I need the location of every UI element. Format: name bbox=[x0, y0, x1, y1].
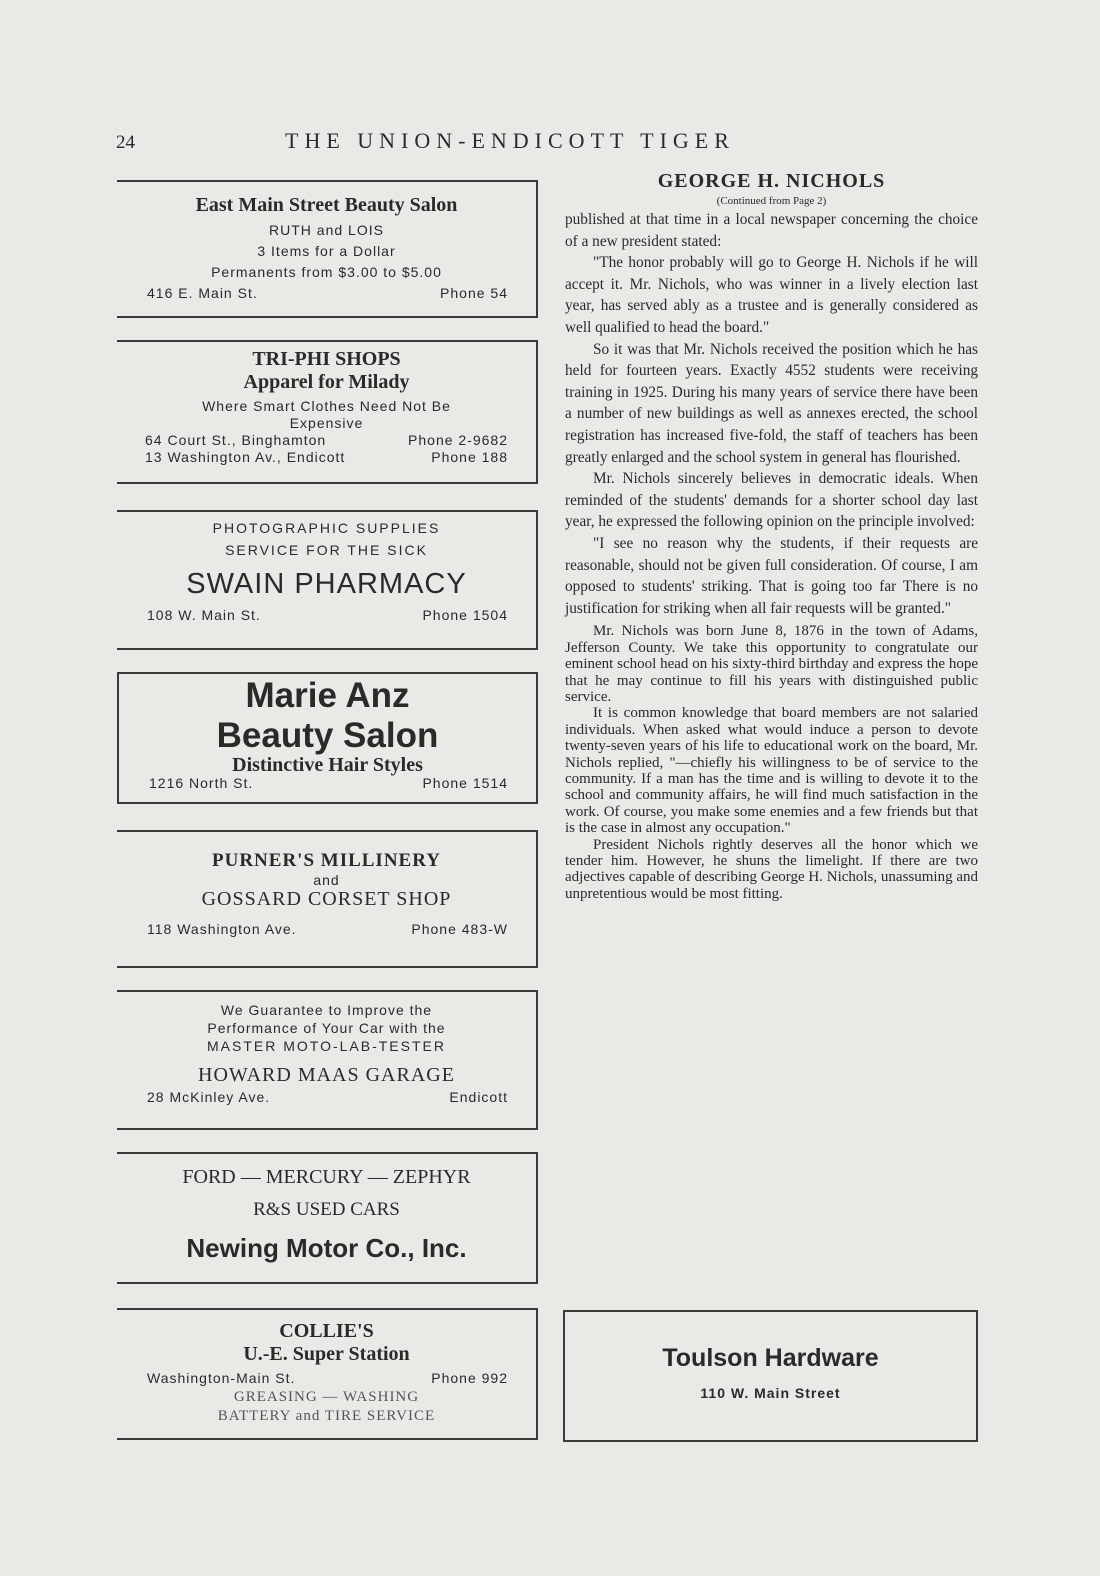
article-paragraph: So it was that Mr. Nichols received the position which he has held for fourteen years. Exactly 4552 students were receiving training in 1925. During his many years of service there have been a number of new buildings as well as annexes erected, the school registration has increased five-fold, the staff of teachers has been greatly enlarged and the school system in general has flourished. bbox=[565, 340, 978, 466]
ad-phone: Phone 2-9682 bbox=[408, 432, 508, 448]
article-paragraph: "I see no reason why the students, if their requests are reasonable, should not be given full consideration. Of course, I am opposed to students' striking. That is going too far There is no justification for striking when all fair requests will be granted." bbox=[565, 534, 978, 617]
ad-purner-millinery bbox=[117, 830, 538, 968]
ad-collies-station bbox=[117, 1308, 538, 1440]
ad-services: GREASING — WASHING bbox=[233, 1389, 420, 1405]
ad-and: and bbox=[313, 872, 340, 888]
ad-newing-motor bbox=[117, 1152, 538, 1284]
ad-phone: Phone 992 bbox=[431, 1370, 508, 1386]
ad-phone: Phone 1504 bbox=[422, 607, 508, 623]
article-paragraph: Mr. Nichols was born June 8, 1876 in the town of Adams, Jefferson County. We take this opportunity to congratulate our eminent school head on his sixty-third birthday and express the hope that he may continue to fill his years with distinguished public service. bbox=[565, 623, 978, 705]
ad-address: 118 Washington Ave. bbox=[147, 921, 297, 937]
ad-slogan: Expensive bbox=[289, 415, 364, 431]
ad-title: Marie Anz bbox=[245, 676, 410, 715]
ad-phone: Phone 483-W bbox=[411, 921, 508, 937]
ad-title: GOSSARD CORSET SHOP bbox=[201, 888, 452, 910]
ad-address: Washington-Main St. bbox=[147, 1370, 296, 1386]
article bbox=[565, 162, 978, 902]
ad-title: Newing Motor Co., Inc. bbox=[186, 1233, 467, 1263]
ad-address: 416 E. Main St. bbox=[147, 285, 258, 301]
ad-line: Performance of Your Car with the bbox=[207, 1020, 446, 1036]
ad-used-cars: R&S USED CARS bbox=[253, 1199, 400, 1220]
continued-note: (Continued from Page 2) bbox=[716, 195, 827, 207]
ad-address: 110 W. Main Street bbox=[700, 1385, 841, 1401]
ad-line: SERVICE FOR THE SICK bbox=[225, 542, 428, 558]
ad-phone: Phone 1514 bbox=[422, 775, 508, 791]
ad-east-main-beauty-salon bbox=[117, 180, 538, 318]
ad-title: PURNER'S MILLINERY bbox=[212, 850, 441, 871]
ad-toulson-hardware bbox=[563, 1310, 978, 1442]
ad-slogan: Where Smart Clothes Need Not Be bbox=[202, 398, 451, 414]
ad-address: 108 W. Main St. bbox=[147, 607, 261, 623]
ad-phone: Phone 188 bbox=[431, 449, 508, 465]
ad-tagline: Apparel for Milady bbox=[243, 371, 410, 393]
ad-title: Toulson Hardware bbox=[662, 1344, 879, 1372]
ad-address: 28 McKinley Ave. bbox=[147, 1089, 271, 1105]
ad-tagline: Distinctive Hair Styles bbox=[232, 754, 423, 776]
ad-station: U.-E. Super Station bbox=[243, 1343, 410, 1365]
ad-town: Endicott bbox=[449, 1089, 508, 1105]
article-paragraph: "The honor probably will go to George H. Nichols if he will accept it. Mr. Nichols, who was winner in a lively election last year, has served ably as a trustee and is generally considered as well qualified to head the board." bbox=[565, 254, 978, 336]
article-title: GEORGE H. NICHOLS bbox=[657, 170, 886, 192]
ad-title: TRI-PHI SHOPS bbox=[252, 348, 401, 370]
ad-title: East Main Street Beauty Salon bbox=[195, 194, 458, 216]
article-paragraph: Mr. Nichols sincerely believes in democratic ideals. When reminded of the students' demands for a shorter school day last year, he expressed the following opinion on the principle involved: bbox=[565, 470, 978, 531]
article-paragraph: It is common knowledge that board members are not salaried individuals. When asked what would induce a person to devote twenty-seven years of his life to educational work on the board, Mr. Nichols replied, "—chiefly his willingness to be of service to the community. If a man has the time and is willing to devote it to the school and community affairs, he will find much satisfaction in the work. Of course, you make some enemies and a few friends but that is the case in almost any occupation." bbox=[565, 705, 978, 837]
ad-tri-phi-shops bbox=[117, 340, 538, 484]
ad-location: 13 Washington Av., Endicott bbox=[145, 449, 346, 465]
ad-title: SWAIN PHARMACY bbox=[186, 568, 467, 600]
ad-phone: Phone 54 bbox=[440, 285, 508, 301]
page-number: 24 bbox=[116, 132, 135, 153]
article-paragraph: published at that time in a local newspaper concerning the choice of a new president stated: bbox=[565, 211, 978, 250]
ad-title: HOWARD MAAS GARAGE bbox=[198, 1064, 455, 1086]
ad-offer: 3 Items for a Dollar bbox=[257, 243, 396, 259]
ad-services: BATTERY and TIRE SERVICE bbox=[217, 1408, 436, 1424]
ad-title: Beauty Salon bbox=[216, 716, 439, 755]
ad-permanents: Permanents from $3.00 to $5.00 bbox=[211, 264, 442, 280]
ad-address: 1216 North St. bbox=[149, 775, 254, 791]
ad-location: 64 Court St., Binghamton bbox=[145, 432, 327, 448]
ad-title: COLLIE'S bbox=[279, 1320, 374, 1342]
ad-owners: RUTH and LOIS bbox=[269, 222, 384, 238]
ad-howard-maas-garage bbox=[117, 990, 538, 1130]
ad-swain-pharmacy bbox=[117, 510, 538, 650]
ad-marie-anz-beauty-salon bbox=[117, 672, 538, 804]
article-paragraph: President Nichols rightly deserves all the honor which we tender him. However, he shuns the limelight. If there are two adjectives capable of describing George H. Nichols, unassuming and unpretentious would be most fitting. bbox=[565, 836, 978, 902]
ad-line: PHOTOGRAPHIC SUPPLIES bbox=[212, 520, 441, 536]
ad-makes: FORD — MERCURY — ZEPHYR bbox=[182, 1166, 471, 1188]
running-head: THE UNION-ENDICOTT TIGER bbox=[285, 128, 735, 153]
ad-line: We Guarantee to Improve the bbox=[220, 1002, 433, 1018]
ad-line: MASTER MOTO-LAB-TESTER bbox=[207, 1038, 446, 1054]
